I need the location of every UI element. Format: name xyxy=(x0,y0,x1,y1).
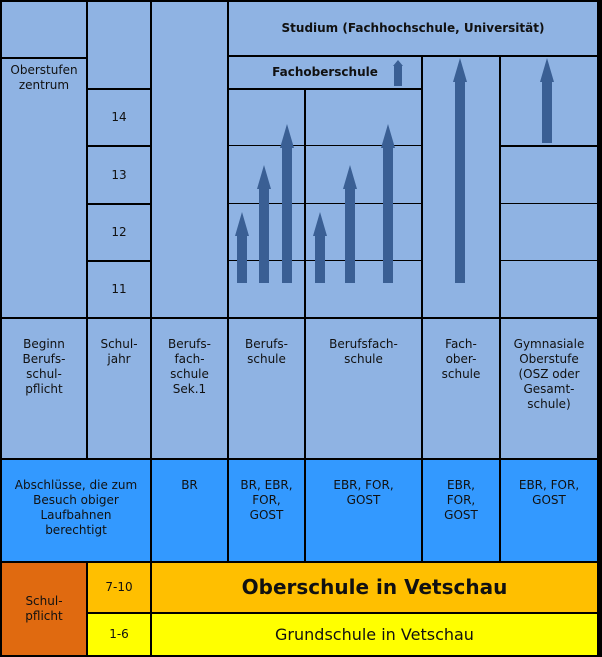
grundschule-label: Grundschule in Vetschau xyxy=(275,625,474,644)
abschluesse-berufsfachschule: EBR, FOR, GOST xyxy=(306,460,421,561)
arrow-berufsschule-short xyxy=(235,212,249,283)
year-12-label: 12 xyxy=(111,225,127,239)
berufsfachschule-label: Berufsfach- schule xyxy=(306,319,421,458)
arrow-gymnasiale-oberstufe xyxy=(540,58,554,143)
arrow-fachoberschule xyxy=(453,58,467,283)
arrow-berufsfachschule-short xyxy=(313,212,327,283)
grades-1-6-label: 1-6 xyxy=(109,627,129,641)
arrow-berufsfachschule-long xyxy=(381,124,395,283)
beginn-berufsschulpflicht-label: Beginn Berufs- schul- pflicht xyxy=(2,319,86,458)
fachoberschule-label: Fach- ober- schule xyxy=(423,319,499,458)
studium-label: Studium (Fachhochschule, Universität) xyxy=(281,21,545,35)
abschluesse-berufsfachschule-sek1: BR xyxy=(152,460,227,561)
abschluesse-gymnasiale-oberstufe: EBR, FOR, GOST xyxy=(501,460,597,561)
year-11-label: 11 xyxy=(111,282,127,296)
arrow-fachoberschule-to-studium xyxy=(393,60,403,86)
grades-7-10-label: 7-10 xyxy=(105,580,133,594)
gymnasiale-oberstufe-label: Gymnasiale Oberstufe (OSZ oder Gesamt- schule) xyxy=(501,319,597,458)
oberstufenzentrum-cell: Oberstufen zentrum xyxy=(2,59,86,317)
oberschule-label: Oberschule in Vetschau xyxy=(241,575,508,599)
abschluesse-label: Abschlüsse, die zum Besuch obiger Laufbahnen berechtigt xyxy=(2,460,150,561)
fachoberschule-header-label: Fachoberschule xyxy=(272,65,378,79)
schuljahr-label: Schul- jahr xyxy=(88,319,150,458)
berufsfachschule-sek1-label: Berufs- fach- schule Sek.1 xyxy=(152,319,227,458)
arrow-berufsfachschule-mid xyxy=(343,165,357,283)
schulpflicht-label: Schul- pflicht xyxy=(2,563,86,655)
arrow-berufsschule-long xyxy=(280,124,294,283)
year-14-label: 14 xyxy=(111,110,127,124)
abschluesse-berufsschule: BR, EBR, FOR, GOST xyxy=(229,460,304,561)
berufsschule-label: Berufs- schule xyxy=(229,319,304,458)
abschluesse-fachoberschule: EBR, FOR, GOST xyxy=(423,460,499,561)
year-13-label: 13 xyxy=(111,167,127,182)
arrow-berufsschule-mid xyxy=(257,165,271,283)
